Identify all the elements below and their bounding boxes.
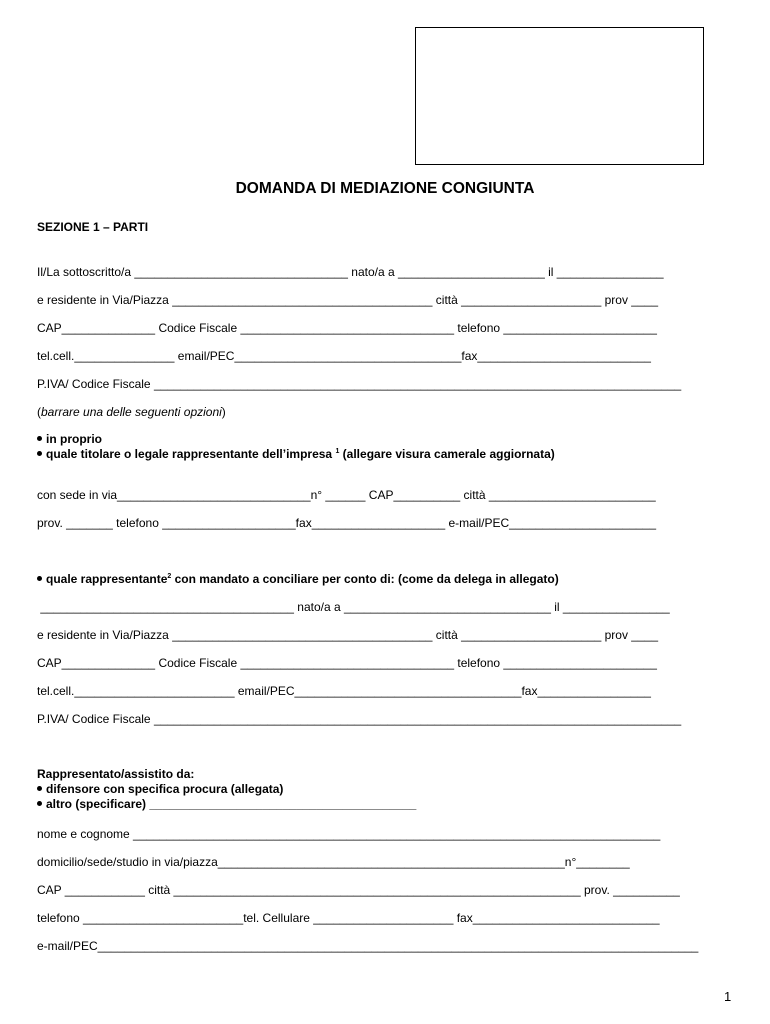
party-line-contacts: tel.cell._______________ email/PEC__________________________________fax__________________________ [37,349,651,363]
company-line-contacts: prov. _______ telefono ____________________fax____________________ e-mail/PEC______________________ [37,516,657,530]
rep-line-address: e residente in Via/Piazza _______________________________________ città _____________________ prov ____ [37,628,659,642]
option-lawyer[interactable]: difensore con specifica procura (allegata) [37,782,283,796]
bullet-icon [37,436,42,441]
rep-line-vat: P.IVA/ Codice Fiscale _______________________________________________________________________________ [37,712,682,726]
option-in-proprio[interactable]: in proprio [37,432,102,446]
party-line-name: Il/La sottoscritto/a ________________________________ nato/a a ______________________ il ________________ [37,265,664,279]
assist-line-name: nome e cognome _______________________________________________________________________________ [37,827,661,841]
rep-line-contacts: tel.cell.________________________ email/PEC__________________________________fax_________________ [37,684,651,698]
party-line-cap: CAP______________ Codice Fiscale ________________________________ telefono _______________________ [37,321,657,335]
page-number: 1 [724,989,732,1004]
party-line-address: e residente in Via/Piazza _______________________________________ città _____________________ prov ____ [37,293,659,307]
option-other[interactable]: altro (specificare) ________________________________________ [37,797,416,811]
rep-line-name: ______________________________________ nato/a a _______________________________ il ________________ [37,600,670,614]
photo-box [415,27,704,165]
assisted-heading: Rappresentato/assistito da: [37,767,195,781]
rep-line-cap: CAP______________ Codice Fiscale ________________________________ telefono _______________________ [37,656,657,670]
assist-line-address: domicilio/sede/studio in via/piazza____________________________________________________n°________ [37,855,630,869]
bullet-icon [37,576,42,581]
option-representative[interactable]: quale rappresentante$^2$ con mandato a conciliare per conto di: (come da delega in allegato) [37,572,559,586]
bullet-icon [37,451,42,456]
section-heading: SEZIONE 1 – PARTI [37,220,149,234]
bullet-icon [37,801,42,806]
bullet-icon [37,786,42,791]
options-instruction: (barrare una delle seguenti opzioni) [37,405,226,419]
option-legal-representative[interactable]: quale titolare o legale rappresentante dell’impresa $^1$ (allegare visura camerale aggiornata) [37,447,555,461]
party-line-vat: P.IVA/ Codice Fiscale _______________________________________________________________________________ [37,377,682,391]
page-title: DOMANDA DI MEDIAZIONE CONGIUNTA [235,180,535,197]
assist-line-cap: CAP ____________ città _____________________________________________________________ prov. __________ [37,883,680,897]
assist-line-phones: telefono ________________________tel. Cellulare _____________________ fax____________________________ [37,911,660,925]
company-line-address: con sede in via_____________________________n° ______ CAP__________ città _________________________ [37,488,656,502]
assist-line-email: e-mail/PEC__________________________________________________________________________________________ [37,939,699,953]
